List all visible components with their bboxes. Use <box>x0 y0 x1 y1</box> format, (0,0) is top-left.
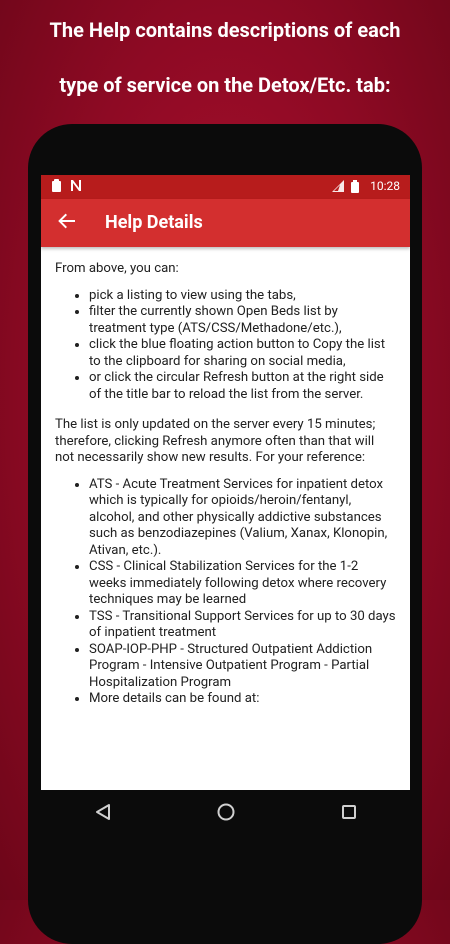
list-item: • More details can be found at: <box>89 691 396 708</box>
intro-text: From above, you can: <box>55 261 179 276</box>
list-item: • pick a listing to view using the tabs, <box>89 288 396 305</box>
actions-list <box>55 288 396 404</box>
refresh-note-text: The list is only updated on the server every 15 minutes; therefore, clicking Refresh anymore often than that will not necessarily show new results. For your reference: <box>55 417 376 465</box>
recents-square-icon[interactable] <box>324 792 374 832</box>
n-notification-icon <box>70 179 81 192</box>
list-item: • filter the currently shown Open Beds list by treatment type (ATS/CSS/Methadone/etc.), <box>89 304 396 337</box>
phone-screen <box>41 175 410 790</box>
arrow-back-icon[interactable] <box>55 211 79 235</box>
caption-line-2: type of service on the Detox/Etc. tab: <box>59 73 391 97</box>
service-types-list <box>55 477 396 708</box>
page-title: Help Details <box>105 212 203 233</box>
status-time: 10:28 <box>370 179 400 193</box>
list-item: • TSS - Transitional Support Services for up to 30 days of inpatient treatment <box>89 609 396 642</box>
caption-line-1: The Help contains descriptions of each <box>49 18 401 42</box>
help-content <box>41 247 410 708</box>
home-circle-icon[interactable] <box>201 792 251 832</box>
system-nav-bar <box>41 790 410 834</box>
status-bar <box>41 175 410 199</box>
list-item: • CSS - Clinical Stabilization Services for the 1-2 weeks immediately following detox where recovery techniques may be learned <box>89 559 396 609</box>
back-triangle-icon[interactable] <box>78 792 128 832</box>
signal-icon <box>332 180 343 193</box>
battery-icon <box>351 180 362 193</box>
clipboard-icon <box>51 179 62 192</box>
list-item: • click the blue floating action button to Copy the list to the clipboard for sharing on social media, <box>89 337 396 370</box>
app-bar <box>41 199 410 247</box>
list-item: • or click the circular Refresh button at the right side of the title bar to reload the list from the server. <box>89 370 396 403</box>
list-item: • SOAP-IOP-PHP - Structured Outpatient Addiction Program - Intensive Outpatient Program - Partial Hospitalization Program <box>89 642 396 692</box>
list-item: • ATS - Acute Treatment Services for inpatient detox which is typically for opioids/heroin/fentanyl, alcohol, and other physically addictive substances such as benzodiazepines (Valium, Xanax, Klonopin, Ativan, etc.). <box>89 477 396 560</box>
